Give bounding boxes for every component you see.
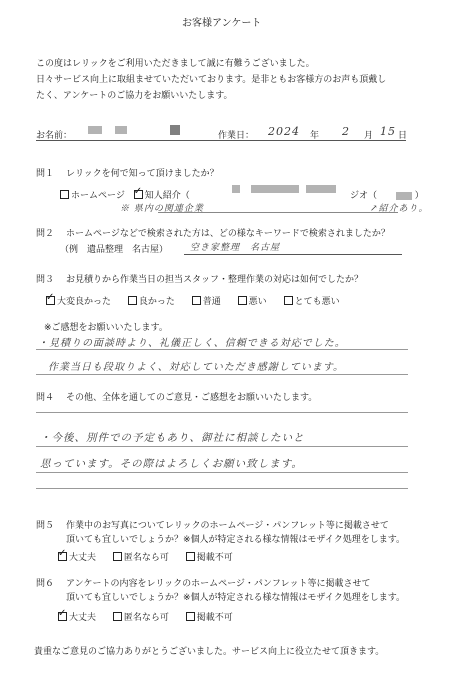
q6-options bbox=[58, 610, 247, 623]
q3-option-bad[interactable]: 悪い bbox=[238, 297, 267, 307]
intro-line-3: たく、アンケートのご協力をお願いいたします。 bbox=[36, 91, 233, 101]
date-day-unit: 日 bbox=[398, 131, 408, 141]
q5-text-line-2: 頂いても宜しいでしょうか？※個人が特定される様な情報はモザイク処理をします。 bbox=[66, 535, 406, 545]
q3-comment-label: ※ご感想をお願いいたします。 bbox=[44, 323, 168, 333]
date-label: 作業日： bbox=[218, 131, 255, 141]
q2-underline bbox=[184, 254, 402, 255]
checkbox-checked[interactable] bbox=[46, 296, 55, 305]
name-label: お名前： bbox=[36, 131, 73, 141]
checkbox[interactable] bbox=[186, 612, 195, 621]
q1-label: 問１ bbox=[36, 169, 55, 179]
date-day: 15 bbox=[380, 125, 396, 138]
q1-option-radio[interactable]: ジオ（ ） bbox=[350, 191, 424, 201]
q3-option-average[interactable]: 普通 bbox=[192, 297, 221, 307]
date-year: 2024 bbox=[268, 125, 300, 138]
q3-label: 問３ bbox=[36, 275, 55, 285]
q3-comment-rule-1 bbox=[36, 349, 408, 350]
q4-comment-line-2: 思っています。その際はよろしくお願い致します。 bbox=[40, 458, 303, 470]
checkbox-checked[interactable] bbox=[58, 552, 67, 561]
q1-options bbox=[60, 188, 190, 201]
checkbox-checked[interactable] bbox=[134, 190, 143, 199]
q3-comment-line-2: 作業当日も段取りよく、対応していただき感謝しています。 bbox=[48, 362, 344, 373]
q4-rule-3 bbox=[36, 472, 408, 473]
q2-text: ホームページなどで検索された方は、どの様なキーワードで検索されましたか？ bbox=[66, 229, 390, 239]
q6-text-line-1: アンケートの内容をレリックのホームページ・パンフレット等に掲載させて bbox=[66, 579, 371, 589]
checkbox[interactable] bbox=[113, 552, 122, 561]
q4-label: 問４ bbox=[36, 393, 55, 403]
q4-rule-2 bbox=[36, 446, 408, 447]
q1-underline bbox=[158, 212, 398, 213]
date-month: 2 bbox=[342, 125, 350, 138]
q5-option-anonymous[interactable]: 匿名なら可 bbox=[113, 553, 169, 563]
intro-line-1: この度はレリックをご利用いただきまして誠に有難うございました。 bbox=[36, 59, 315, 69]
q1-option-homepage[interactable]: ホームページ bbox=[60, 191, 125, 201]
checkbox[interactable] bbox=[186, 552, 195, 561]
q4-comment-line-1: ・今後、別件での予定もあり、御社に相談したいと bbox=[40, 432, 305, 444]
q4-text: その他、全体を通してのご意見・ご感想をお願いいたします。 bbox=[66, 393, 318, 403]
date-year-unit: 年 bbox=[310, 131, 320, 141]
q3-option-very-bad[interactable]: とても悪い bbox=[284, 297, 340, 307]
q5-option-ok[interactable]: ✓大丈夫 bbox=[58, 553, 96, 563]
q3-comment-rule-2 bbox=[36, 374, 408, 375]
q4-rule-1 bbox=[36, 412, 408, 413]
checkbox[interactable] bbox=[238, 296, 247, 305]
q1-handwritten-tail: ↗紹介あり。 bbox=[370, 204, 429, 214]
q6-option-ok[interactable]: ✓大丈夫 bbox=[58, 613, 96, 623]
q3-option-very-good[interactable]: ✓大変良かった bbox=[46, 297, 111, 307]
q5-label: 問５ bbox=[36, 521, 55, 531]
q3-comment-line-1: ・見積りの面談時より、礼儀正しく、信頼できる対応でした。 bbox=[38, 338, 346, 349]
footer-note: 貴重なご意見のご協力ありがとうございました。サービス向上に役立たせて頂きます。 bbox=[34, 647, 385, 657]
q1-redacted-referral bbox=[232, 184, 336, 194]
q6-option-not-allowed[interactable]: 掲載不可 bbox=[186, 613, 233, 623]
date-month-unit: 月 bbox=[364, 131, 374, 141]
q6-option-anonymous[interactable]: 匿名なら可 bbox=[113, 613, 169, 623]
q1-option-referral[interactable]: ✓ 知人紹介（ bbox=[134, 191, 190, 201]
checkbox[interactable] bbox=[60, 190, 69, 199]
q6-text-line-2: 頂いても宜しいでしょうか？※個人が特定される様な情報はモザイク処理をします。 bbox=[66, 593, 406, 603]
checkbox[interactable] bbox=[284, 296, 293, 305]
q5-text-line-1: 作業中のお写真についてレリックのホームページ・パンフレット等に掲載させて bbox=[66, 521, 389, 531]
q1-text: レリックを何で知って頂けましたか？ bbox=[66, 169, 219, 179]
q2-answer: 空き家整理 名古屋 bbox=[190, 243, 281, 253]
checkbox[interactable] bbox=[128, 296, 137, 305]
q4-rule-4 bbox=[36, 488, 408, 489]
q3-options bbox=[46, 294, 354, 307]
q2-example: （例 遺品整理 名古屋） bbox=[60, 245, 169, 255]
intro-line-2: 日々サービス向上に取組ませていただいております。是非ともお客様方のお声も頂戴し bbox=[36, 75, 387, 85]
checkbox[interactable] bbox=[192, 296, 201, 305]
q6-label: 問６ bbox=[36, 579, 55, 589]
q1-handwritten-note: ※ 県内の関連企業 bbox=[120, 204, 204, 214]
checkbox[interactable] bbox=[113, 612, 122, 621]
q5-option-not-allowed[interactable]: 掲載不可 bbox=[186, 553, 233, 563]
page-title: お客様アンケート bbox=[182, 18, 262, 29]
q5-options bbox=[58, 550, 247, 563]
q3-option-good[interactable]: 良かった bbox=[128, 297, 175, 307]
q3-text: お見積りから作業当日の担当スタッフ・整理作業の対応は如何でしたか？ bbox=[66, 275, 364, 285]
checkbox-checked[interactable] bbox=[58, 612, 67, 621]
name-value-redacted bbox=[88, 125, 180, 136]
q2-label: 問２ bbox=[36, 229, 55, 239]
